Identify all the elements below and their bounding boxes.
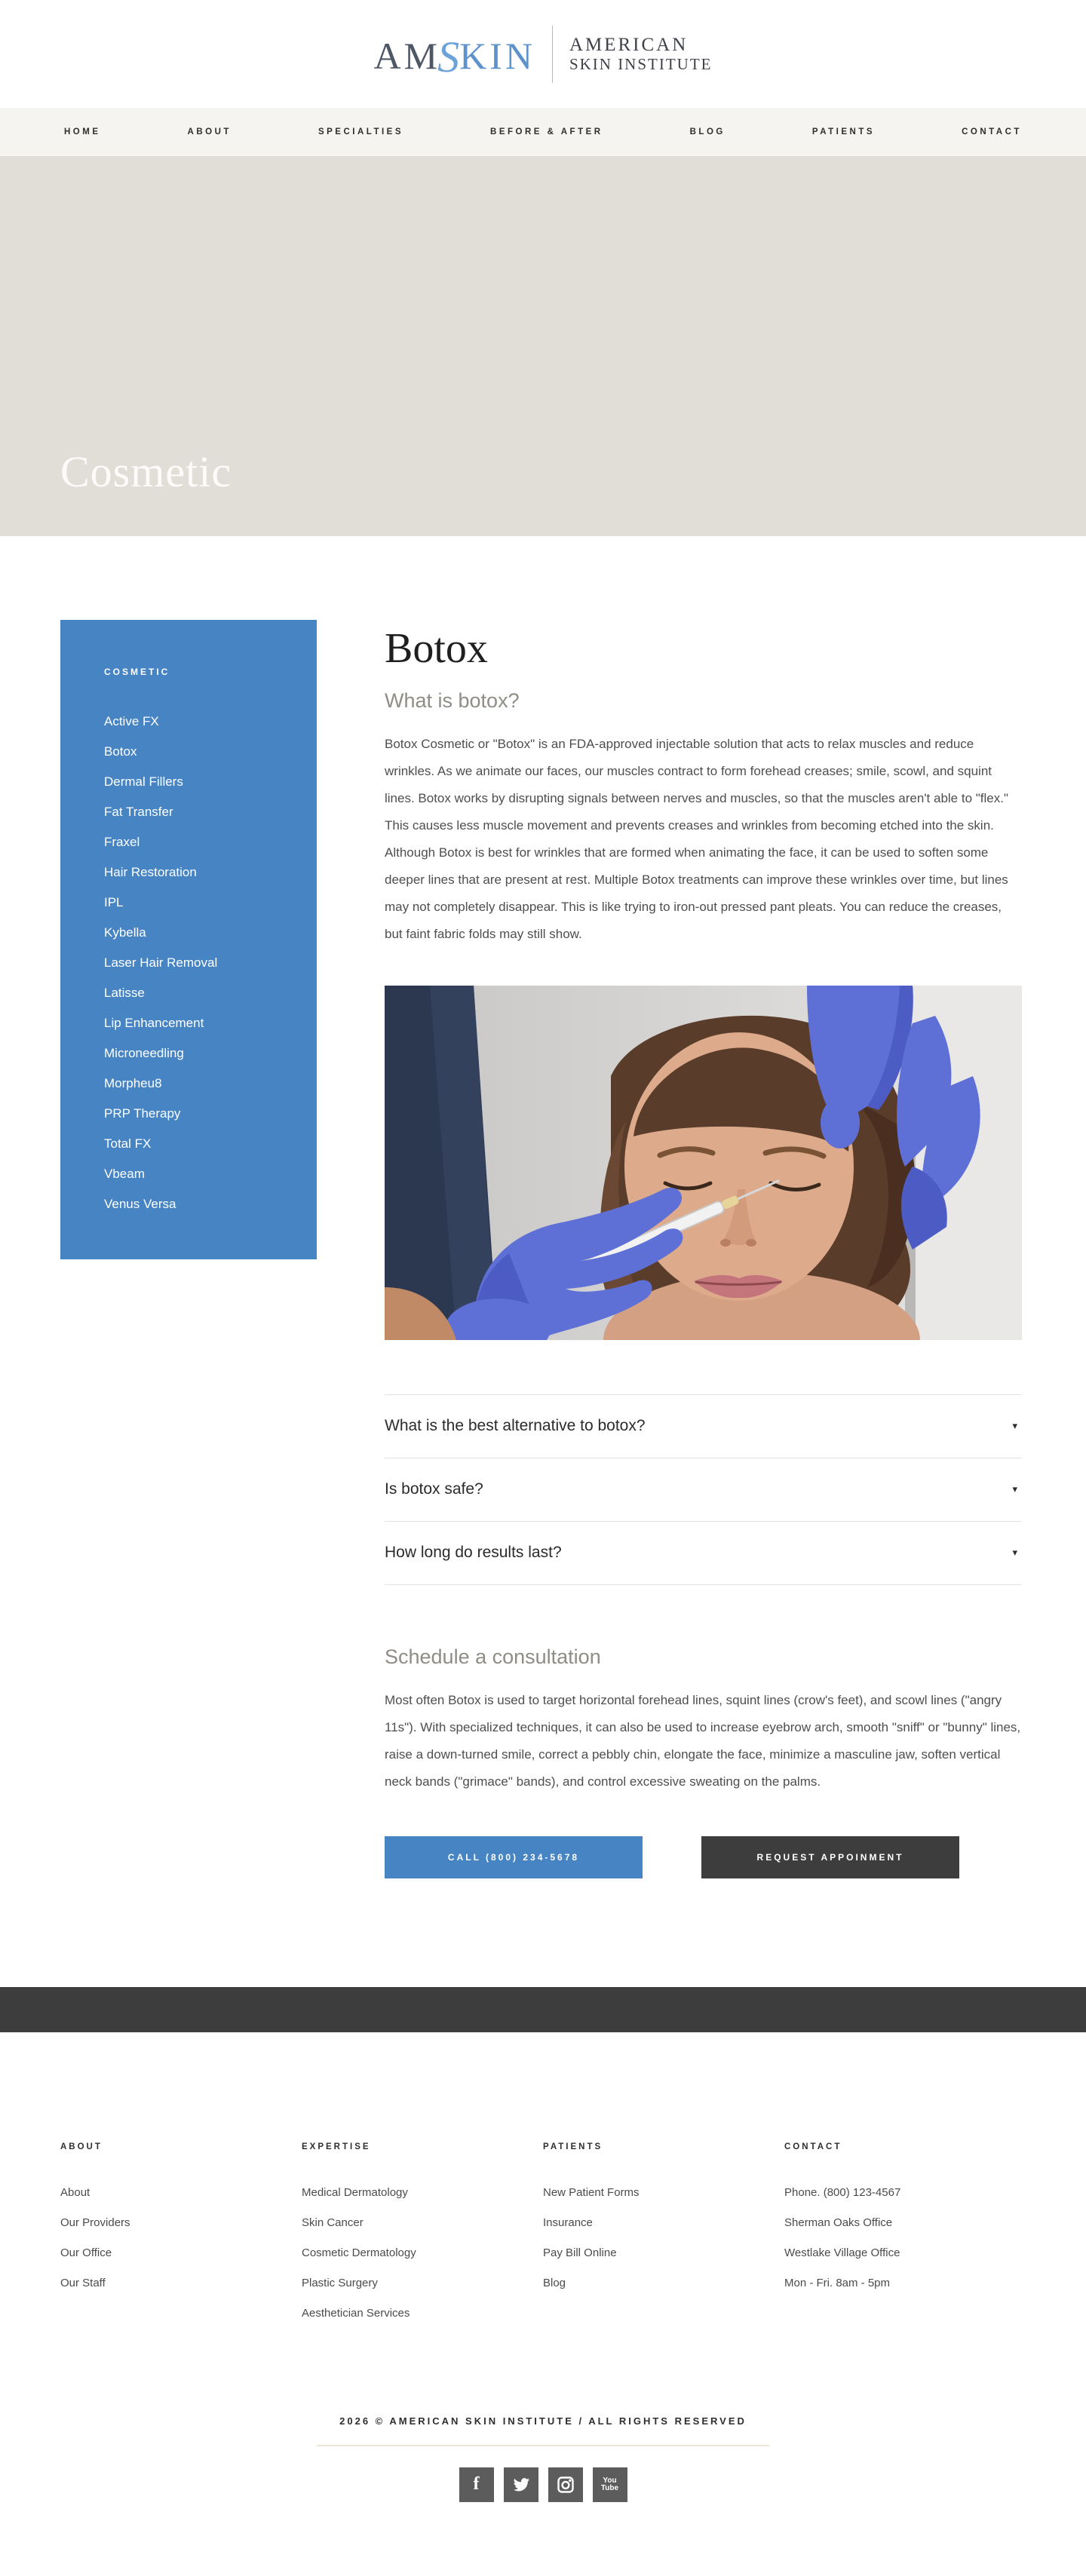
sidebar-item-microneedling[interactable]: Microneedling xyxy=(104,1046,184,1060)
instagram-icon[interactable] xyxy=(548,2467,583,2502)
footer-heading-patients: PATIENTS xyxy=(543,2142,603,2151)
nav-item-patients[interactable]: PATIENTS xyxy=(811,127,876,136)
sidebar-item-active-fx[interactable]: Active FX xyxy=(104,714,159,728)
site-header xyxy=(0,0,1086,108)
main-section xyxy=(0,536,1086,1987)
article-content xyxy=(385,620,1022,1878)
logo-am: AM xyxy=(373,34,441,77)
sidebar-item-vbeam[interactable]: Vbeam xyxy=(104,1167,145,1181)
twitter-icon[interactable] xyxy=(504,2467,538,2502)
footer-link-our-staff[interactable]: Our Staff xyxy=(60,2276,106,2289)
footer-col-contact xyxy=(784,2142,1026,2337)
footer-col-about xyxy=(60,2142,302,2337)
brand-logo[interactable] xyxy=(373,26,712,83)
twitter-bird-glyph xyxy=(512,2476,530,2494)
faq-question: How long do results last? xyxy=(385,1544,562,1562)
faq-row-safety[interactable] xyxy=(385,1458,1022,1522)
youtube-icon[interactable] xyxy=(593,2467,627,2502)
call-button[interactable]: CALL (800) 234-5678 xyxy=(385,1836,643,1878)
request-appointment-button[interactable]: REQUEST APPOINMENT xyxy=(701,1836,959,1878)
sidebar-item-morpheu8[interactable]: Morpheu8 xyxy=(104,1076,162,1090)
sidebar-item-fat-transfer[interactable]: Fat Transfer xyxy=(104,805,173,819)
nav-item-specialties[interactable]: SPECIALTIES xyxy=(318,127,404,136)
footer-heading-contact: CONTACT xyxy=(784,2142,842,2151)
chevron-down-icon[interactable]: ▾ xyxy=(1012,1547,1017,1559)
facebook-letter: f xyxy=(473,2474,480,2495)
social-links xyxy=(60,2467,1026,2502)
footer-link-pay-bill-online[interactable]: Pay Bill Online xyxy=(543,2246,617,2259)
what-is-botox-body: Botox Cosmetic or "Botox" is an FDA-approved injectable solution that acts to relax muscles and reduce wrinkles. As we animate our faces, our muscles contract to form forehead creases; smile, scowl, and squint lines. Botox works by disrupting signals between nerves and muscles, so that the muscles aren't able to "flex." This causes less muscle movement and prevents creases and wrinkles from becoming etched into the skin. Although Botox is best for wrinkles that are formed when animating the face, it can be used to soften some deeper lines that are present at rest. Multiple Botox treatments can improve these wrinkles over time, but lines may not completely disappear. This is like trying to iron-out pressed pant pleats. You can reduce the creases, but faint fabric folds may still show. xyxy=(385,736,1009,941)
copyright-text: 2026 © AMERICAN SKIN INSTITUTE / ALL RIGHTS RESERVED xyxy=(339,2415,747,2427)
schedule-consultation-body: Most often Botox is used to target horizontal forehead lines, squint lines (crow's feet), and scowl lines ("angry 11s"). With specialized techniques, it can also be used to increase eyebrow arch, smooth "sniff" or "bunny" lines, raise a down-turned smile, correct a pebbly chin, elongate the face, minimize a masculine jaw, soften vertical neck bands ("grimace" bands), and control excessive sweating on the palms. xyxy=(385,1692,1021,1789)
nav-item-about[interactable]: ABOUT xyxy=(187,127,232,136)
footer-link-insurance[interactable]: Insurance xyxy=(543,2216,593,2229)
footer-contact-phone[interactable]: Phone. (800) 123-4567 xyxy=(784,2185,901,2199)
sidebar-item-fraxel[interactable]: Fraxel xyxy=(104,835,140,849)
footer-link-medical-dermatology[interactable]: Medical Dermatology xyxy=(302,2185,408,2199)
faq-question: Is botox safe? xyxy=(385,1480,483,1498)
chevron-down-icon[interactable]: ▾ xyxy=(1012,1483,1017,1495)
faq-accordion xyxy=(385,1394,1022,1585)
logo-name-line1: AMERICAN xyxy=(569,35,689,56)
footer-link-skin-cancer[interactable]: Skin Cancer xyxy=(302,2216,364,2229)
sidebar-item-latisse[interactable]: Latisse xyxy=(104,986,145,1000)
sidebar-item-botox[interactable]: Botox xyxy=(104,744,137,759)
faq-question: What is the best alternative to botox? xyxy=(385,1417,646,1435)
footer-heading-about: ABOUT xyxy=(60,2142,103,2151)
footer-link-our-providers[interactable]: Our Providers xyxy=(60,2216,130,2229)
footer-link-about[interactable]: About xyxy=(60,2185,90,2199)
faq-row-results[interactable] xyxy=(385,1522,1022,1585)
logo-wordmark xyxy=(373,32,535,81)
footer-link-westlake-village-office[interactable]: Westlake Village Office xyxy=(784,2246,900,2259)
logo-divider xyxy=(552,26,553,83)
logo-kin: KIN xyxy=(459,34,535,77)
sidebar-item-venus-versa[interactable]: Venus Versa xyxy=(104,1197,176,1211)
nav-item-home[interactable]: HOME xyxy=(64,127,101,136)
hero-banner xyxy=(0,156,1086,536)
sidebar-item-total-fx[interactable]: Total FX xyxy=(104,1136,152,1151)
hero-title: Cosmetic xyxy=(60,447,232,496)
footer-link-our-office[interactable]: Our Office xyxy=(60,2246,112,2259)
footer-link-new-patient-forms[interactable]: New Patient Forms xyxy=(543,2185,640,2199)
logo-s-glyph: S xyxy=(437,32,463,81)
procedure-photo-illustration xyxy=(385,986,1022,1340)
page-title: Botox xyxy=(385,625,488,672)
footer-accent-band xyxy=(0,1987,1086,2032)
logo-institute-name xyxy=(569,35,713,72)
sidebar-list xyxy=(104,715,287,1211)
sidebar-item-laser-hair-removal[interactable]: Laser Hair Removal xyxy=(104,955,218,970)
footer-link-sherman-oaks-office[interactable]: Sherman Oaks Office xyxy=(784,2216,893,2229)
site-footer xyxy=(0,2032,1086,2561)
sidebar-item-dermal-fillers[interactable]: Dermal Fillers xyxy=(104,774,183,789)
sidebar-item-hair-restoration[interactable]: Hair Restoration xyxy=(104,865,197,879)
cta-button-row xyxy=(385,1836,1022,1878)
logo-name-line2: SKIN INSTITUTE xyxy=(569,54,713,73)
copyright-divider xyxy=(317,2445,769,2446)
footer-col-expertise xyxy=(302,2142,543,2337)
sidebar-heading: COSMETIC xyxy=(104,667,170,677)
youtube-wordmark: You Tube xyxy=(600,2476,619,2492)
instagram-camera-glyph xyxy=(557,2476,575,2494)
sidebar-item-lip-enhancement[interactable]: Lip Enhancement xyxy=(104,1016,204,1030)
footer-heading-expertise: EXPERTISE xyxy=(302,2142,371,2151)
footer-columns xyxy=(60,2142,1026,2337)
procedure-photo xyxy=(385,986,1022,1340)
facebook-icon[interactable] xyxy=(459,2467,494,2502)
footer-col-patients xyxy=(543,2142,784,2337)
chevron-down-icon[interactable]: ▾ xyxy=(1012,1420,1017,1432)
nav-item-contact[interactable]: CONTACT xyxy=(962,127,1022,136)
sidebar-item-kybella[interactable]: Kybella xyxy=(104,925,146,940)
specialties-sidebar xyxy=(60,620,317,1259)
what-is-botox-heading: What is botox? xyxy=(385,688,520,712)
footer-link-plastic-surgery[interactable]: Plastic Surgery xyxy=(302,2276,378,2289)
footer-link-aesthetician-services[interactable]: Aesthetician Services xyxy=(302,2306,410,2320)
footer-link-blog[interactable]: Blog xyxy=(543,2276,566,2289)
sidebar-item-ipl[interactable]: IPL xyxy=(104,895,124,909)
sidebar-item-prp-therapy[interactable]: PRP Therapy xyxy=(104,1106,181,1121)
footer-link-cosmetic-dermatology[interactable]: Cosmetic Dermatology xyxy=(302,2246,416,2259)
main-nav xyxy=(0,108,1086,156)
faq-row-alternative[interactable] xyxy=(385,1395,1022,1458)
nav-item-blog[interactable]: BLOG xyxy=(689,127,726,136)
nav-item-before-after[interactable]: BEFORE & AFTER xyxy=(490,127,603,136)
schedule-consultation-heading: Schedule a consultation xyxy=(385,1645,601,1668)
footer-contact-hours: Mon - Fri. 8am - 5pm xyxy=(784,2276,891,2289)
